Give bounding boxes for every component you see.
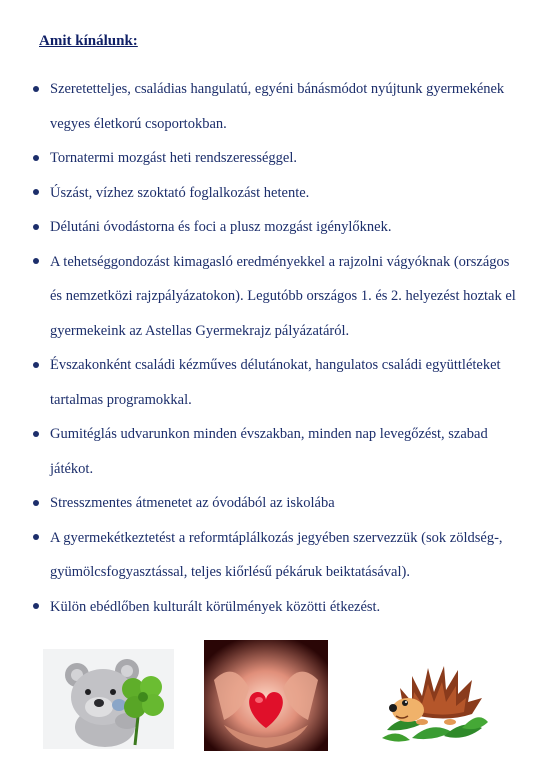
list-item-line: és nemzetközi rajzpályázatokon). Legutóbb országos 1. és 2. helyezést hoztak el (50, 288, 516, 304)
list-item-line: tartalmas programokkal. (50, 391, 192, 408)
list-item-line: játékot. (50, 460, 94, 477)
list-item-line: gyermekeink az Astellas Gyermekrajz pályázatáról. (50, 322, 350, 339)
list-item-line: Stresszmentes átmenetet az óvodából az iskolába (50, 495, 335, 511)
list-item-line: A gyermekétkeztetést a reformtáplálkozás jegyében szervezzük (sok zöldség-, (50, 529, 503, 546)
hedgehog-on-leaves-icon (382, 658, 488, 745)
image-row (0, 640, 551, 755)
list-item-line: Évszakonként családi kézműves délutánokat, hangulatos családi együttléteket (50, 357, 501, 373)
list-item-line: vegyes életkorú csoportokban. (50, 115, 227, 132)
list-item (0, 72, 551, 141)
bullet-icon (33, 431, 39, 437)
list-item-line: Délutáni óvodástorna és foci a plusz mozgást igénylőknek. (50, 219, 392, 235)
bullet-icon (33, 224, 39, 230)
list-item-line: A tehetséggondozást kimagasló eredményekkel a rajzolni vágyóknak (országos (50, 253, 510, 270)
list-item-line: Úszást, vízhez szoktató foglalkozást hetente. (50, 184, 310, 201)
teddy-bear-with-clover-icon (43, 649, 174, 749)
bullet-icon (33, 603, 39, 609)
list-item (0, 245, 551, 349)
bullet-icon (33, 534, 39, 540)
bullet-icon (33, 500, 39, 506)
list-item (0, 521, 551, 590)
list-item (0, 348, 551, 417)
list-item (0, 590, 551, 625)
list-item-line: Külön ebédlőben kulturált körülmények közötti étkezést. (50, 598, 381, 615)
list-item (0, 141, 551, 176)
hands-holding-heart-icon (204, 640, 328, 751)
bullet-icon (33, 155, 39, 161)
list-item (0, 417, 551, 486)
list-item-line: Tornatermi mozgást heti rendszerességgel. (50, 150, 298, 166)
list-item-line: gyümölcsfogyasztással, teljes kiőrlésű pékáruk beiktatásával). (50, 564, 410, 580)
bullet-icon (33, 258, 39, 264)
list-item (0, 176, 551, 211)
list-item-line: Gumitéglás udvarunkon minden évszakban, minden nap levegőzést, szabad (50, 426, 488, 442)
offer-list (0, 72, 551, 624)
page-heading: Amit kínálunk: (39, 33, 138, 49)
bullet-icon (33, 362, 39, 368)
bullet-icon (33, 86, 39, 92)
bullet-icon (33, 189, 39, 195)
list-item (0, 210, 551, 245)
list-item-line: Szeretetteljes, családias hangulatú, egyéni bánásmódot nyújtunk gyermekének (50, 81, 505, 97)
list-item (0, 486, 551, 521)
